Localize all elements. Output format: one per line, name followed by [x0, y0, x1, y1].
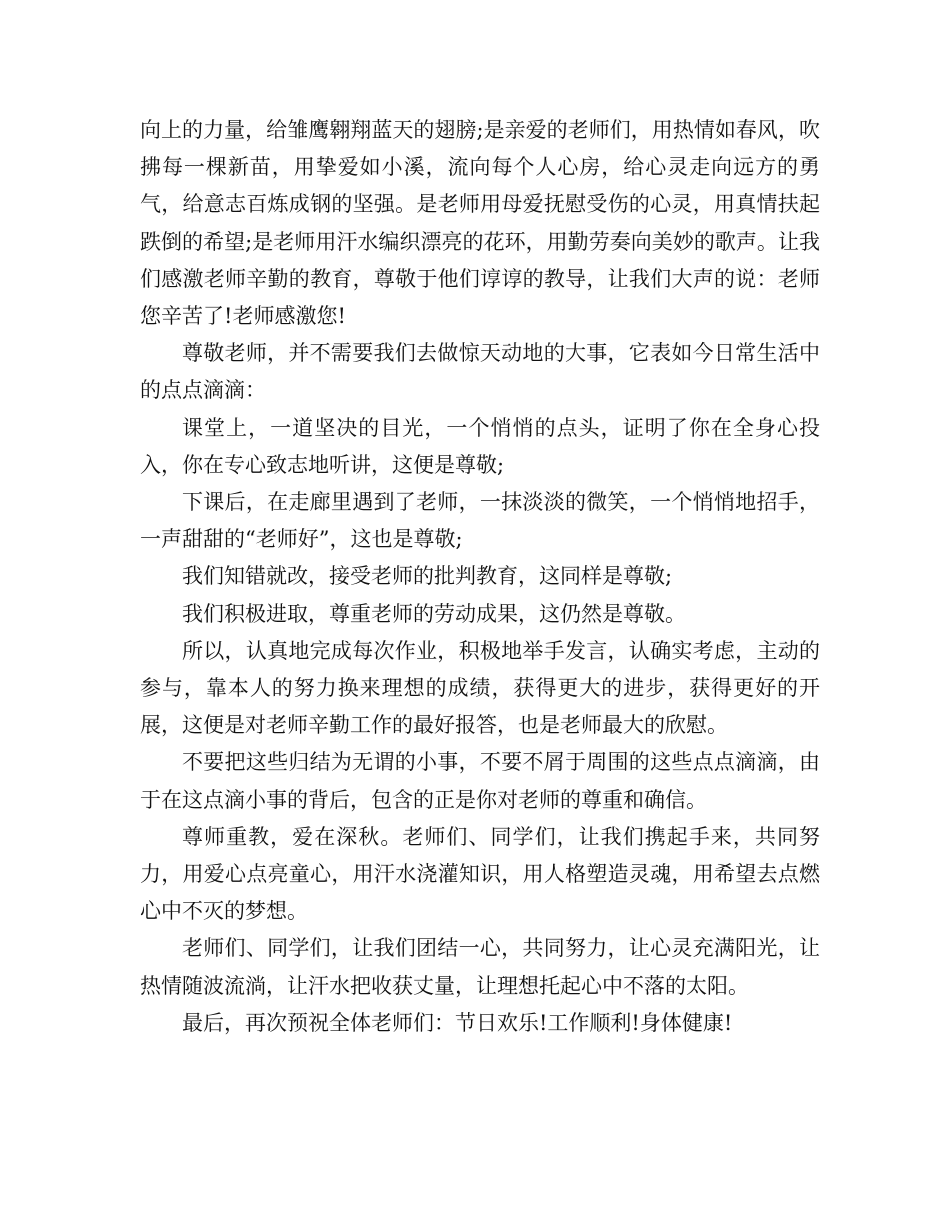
- paragraph: 尊敬老师，并不需要我们去做惊天动地的大事，它表如今日常生活中的点点滴滴：: [140, 341, 820, 403]
- paragraph: 老师们、同学们，让我们团结一心，共同努力，让心灵充满阳光，让热情随波流淌，让汗水把收获丈量，让理想托起心中不落的太阳。: [140, 936, 820, 998]
- paragraph: 不要把这些归结为无谓的小事，不要不屑于周围的这些点点滴滴，由于在这点滴小事的背后，包含的正是你对老师的尊重和确信。: [140, 750, 820, 812]
- paragraph: 我们知错就改，接受老师的批判教育，这同样是尊敬;: [182, 564, 673, 589]
- paragraph: 最后，再次预祝全体老师们：节日欢乐!工作顺利!身体健康!: [182, 1010, 733, 1035]
- paragraph: 我们积极进取，尊重老师的劳动成果，这仍然是尊敬。: [182, 601, 686, 626]
- paragraph: 下课后，在走廊里遇到了老师，一抹淡淡的微笑，一个悄悄地招手，一声甜甜的“老师好”，这也是尊敬;: [140, 490, 820, 552]
- paragraph: 向上的力量，给雏鹰翱翔蓝天的翅膀;是亲爱的老师们，用热情如春风，吹拂每一棵新苗，用挚爱如小溪，流向每个人心房，给心灵走向远方的勇气，给意志百炼成钢的坚强。是老师用母爱抚慰受伤的心灵，用真情扶起跌倒的希望;是老师用汗水编织漂亮的花环，用勤劳奏向美妙的歌声。让我们感激老师辛勤的教育，尊敬于他们谆谆的教导，让我们大声的说：老师您辛苦了!老师感激您!: [140, 118, 820, 329]
- paragraph: 课堂上，一道坚决的目光，一个悄悄的点头，证明了你在全身心投入，你在专心致志地听讲，这便是尊敬;: [140, 415, 820, 477]
- paragraph: 尊师重教，爱在深秋。老师们、同学们，让我们携起手来，共同努力，用爱心点亮童心，用汗水浇灌知识，用人格塑造灵魂，用希望去点燃心中不灭的梦想。: [140, 824, 820, 924]
- paragraph: 所以，认真地完成每次作业，积极地举手发言，认确实考虑，主动的参与，靠本人的努力换来理想的成绩，获得更大的进步，获得更好的开展，这便是对老师辛勤工作的最好报答，也是老师最大的欣慰。: [140, 638, 820, 738]
- document-body: [140, 112, 820, 1042]
